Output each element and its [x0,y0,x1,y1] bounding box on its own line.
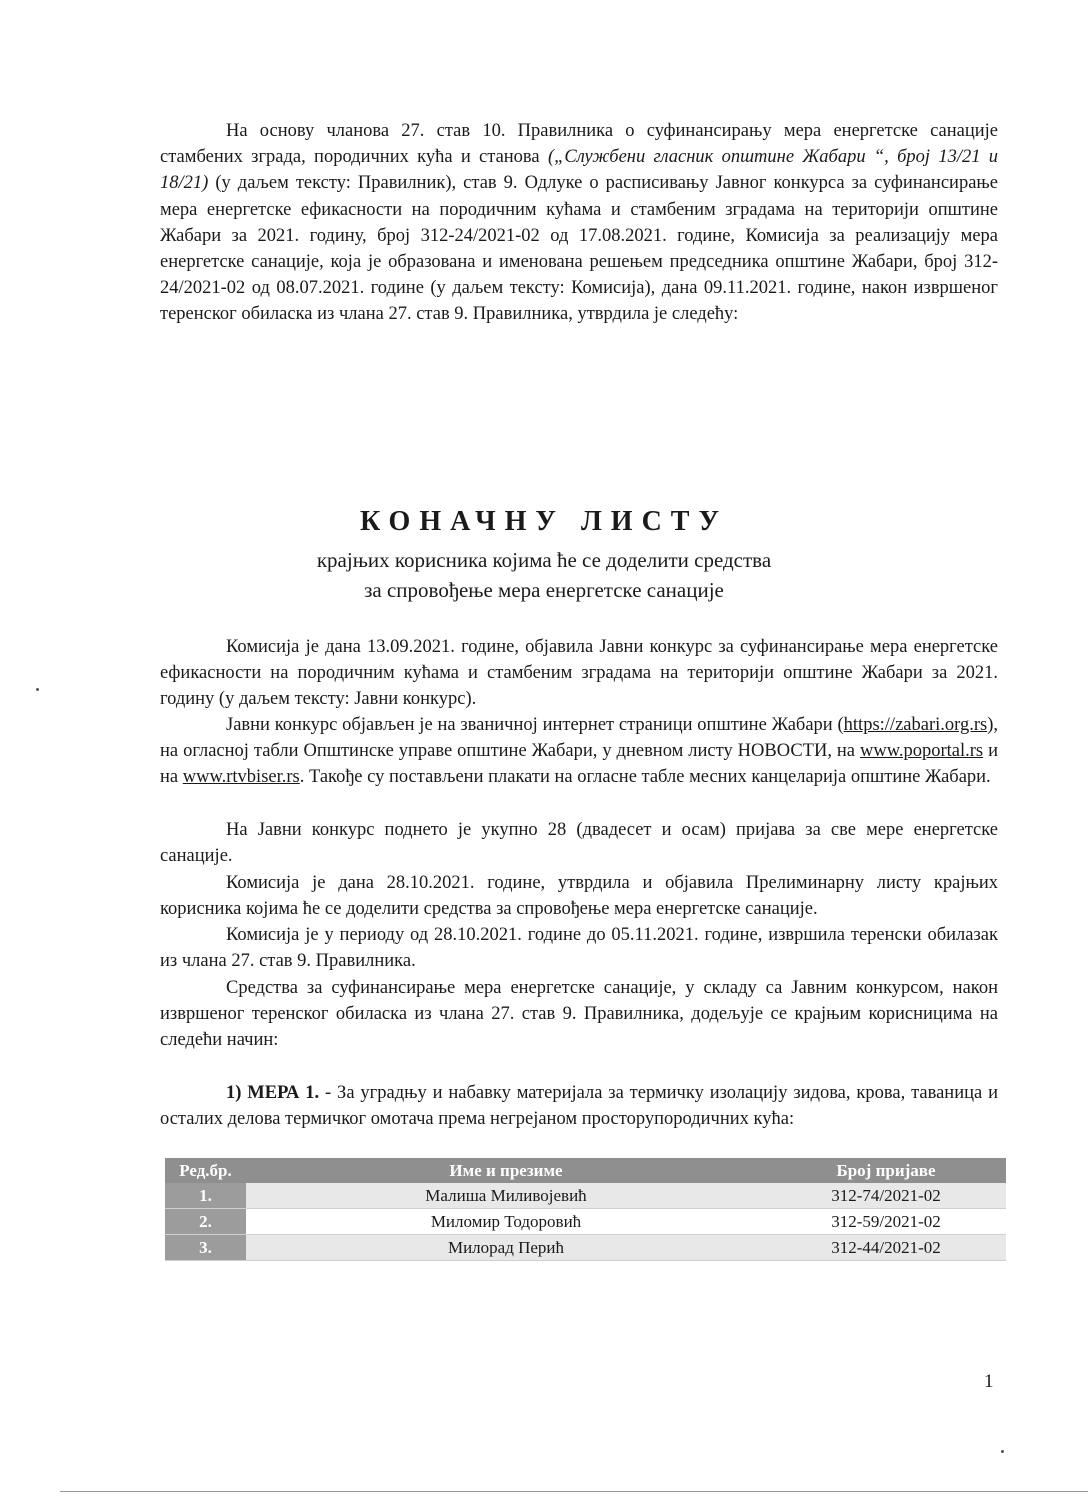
document-title: КОНАЧНУ ЛИСТУ [359,506,729,537]
paragraph-allocation: Средства за суфинансирање мера енергетске санације, у складу са Јавним конкурсом, након извршеног теренског обиласка из члана 27. став 9. Правилника, додељује се крајњим корисницима на следећи начин: [160,978,998,1051]
beneficiary-name: Милорад Перић [246,1235,766,1261]
table-row [165,1183,1006,1209]
paragraph-field-visit: Комисија је у периоду од 28.10.2021. године до 05.11.2021. године, извршила теренски обилазак из члана 27. став 9. Правилника. [160,925,998,972]
link-poportal[interactable]: www.poportal.rs [859,741,984,762]
page-number: 1 [984,1371,994,1392]
table-row [165,1209,1006,1235]
beneficiary-name: Миломир Тодоровић [246,1209,766,1235]
paragraph-preliminary-list: Комисија је дана 28.10.2021. године, утврдила и објавила Прелиминарну листу крајњих корисника којима ће се доделити средства за спровођење мера енергетске санације. [160,873,998,920]
row-number: 1. [165,1183,246,1209]
gazette-citation: („Службени гласник општине Жабари “, број 13/21 и 18/21) [160,147,999,194]
column-header-application: Број пријаве [766,1158,1006,1183]
application-number: 312-59/2021-02 [766,1209,1006,1235]
measure-description: 1) МЕРА 1. - За уградњу и набавку материјала за термичку изолацију зидова, крова, таваница и осталих делова термичког омотача према негрејаном просторупородичних кућа: [160,1083,998,1130]
document-subtitle-line-2: за спровођење мера енергетске санације [364,578,724,602]
scan-bottom-edge [60,1491,1088,1492]
column-header-number: Ред.бр. [165,1158,246,1183]
table-row [165,1235,1006,1261]
intro-paragraph [160,118,998,328]
row-number: 3. [165,1235,246,1261]
scan-speck [36,688,39,691]
column-header-name: Име и презиме [246,1158,766,1183]
link-rtvbiser[interactable]: www.rtvbiser.rs [182,767,300,788]
application-number: 312-44/2021-02 [766,1235,1006,1261]
document-subtitle-line-1: крајњих корисника којима ће се доделити средства [316,548,772,572]
paragraph-announcement: Комисија је дана 13.09.2021. године, објавила Јавни конкурс за суфинансирање мера енергетске ефикасности на породичним кућама и стамбеним зградама на територији општине Жабари за 2021. годину (у даљем тексту: Јавни конкурс). [160,637,998,710]
measure-label: 1) МЕРА 1. [226,1083,320,1103]
paragraph-publication: Јавни конкурс објављен је на званичној интернет страници општине Жабари (https://zabari.org.rs), на огласној табли Општинске управе општине Жабари, у дневном листу НОВОСТИ, на www.poportal.rs и на www.rtvbiser.rs. Такође су постављени плакати на огласне табле месних канцеларија општине Жабари. [160,715,998,788]
beneficiaries-table [165,1158,1006,1261]
paragraph-applications-count: На Јавни конкурс поднето је укупно 28 (двадесет и осам) пријава за све мере енергетске санације. [160,820,998,867]
link-zabari[interactable]: https://zabari.org.rs [843,715,988,735]
intro-text-continued: (у даљем тексту: Правилник), став 9. Одлуке о расписивању Јавног конкурса за суфинансирање мера енергетске ефикасности на породичним кућама и стамбеним зградама на територији општине Жабари за 2021. годину, број 312-24/2021-02 од 17.08.2021. године, Комисија за реализацију мера енергетске санације, која је образована и именована решењем председника општине Жабари, број 312-24/2021-02 од 08.07.2021. године (у даљем тексту: Комисија), дана 09.11.2021. године, након извршеног теренског обиласка из члана 27. став 9. Правилника, утврдила је следећу: [160,173,998,325]
beneficiary-name: Малиша Миливојевић [246,1183,766,1209]
intro-text: На основу чланова 27. став 10. Правилника о суфинансирању мера енергетске санације стамбених зграда, породичних кућа и станова [160,121,998,168]
row-number: 2. [165,1209,246,1235]
application-number: 312-74/2021-02 [766,1183,1006,1209]
scan-speck [1001,1450,1004,1453]
table-header-row [165,1158,1006,1183]
